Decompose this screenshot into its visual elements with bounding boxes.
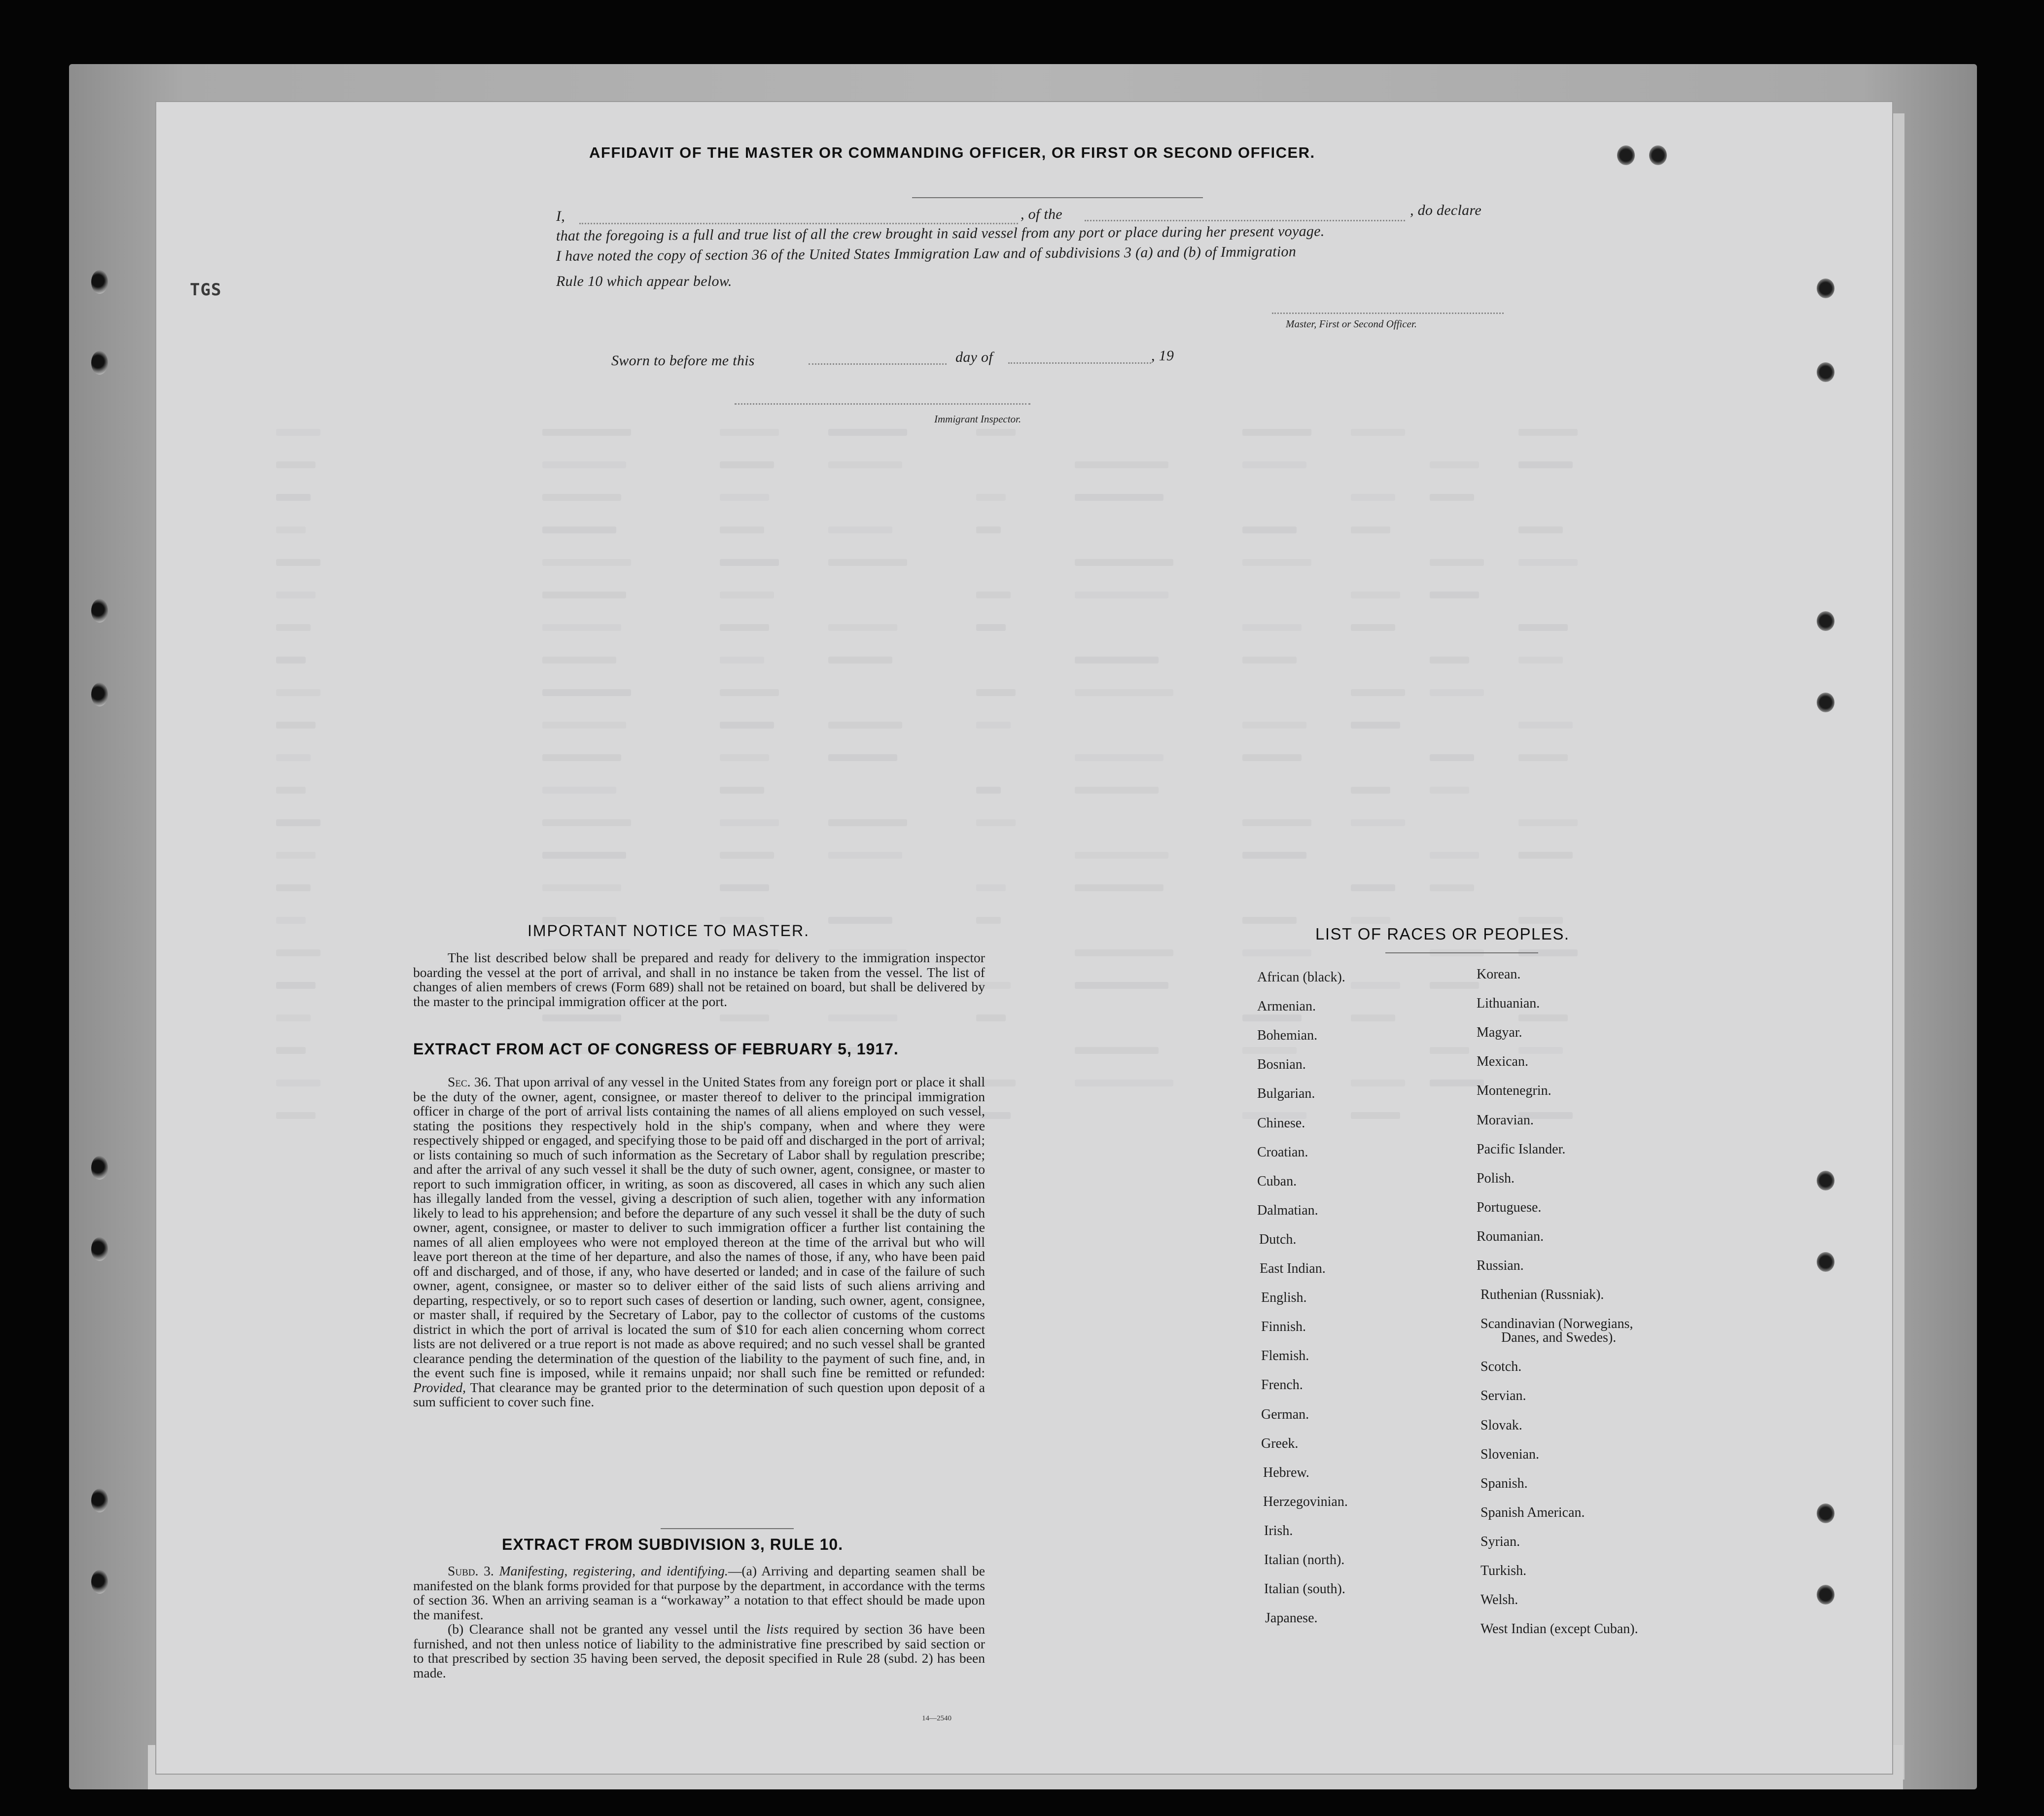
punch-hole xyxy=(1817,611,1834,631)
bleed-through-mark xyxy=(542,429,631,436)
bleed-through-mark xyxy=(1430,787,1469,794)
bleed-through-mark xyxy=(276,1047,306,1054)
year-text: , 19 xyxy=(1151,348,1174,364)
rule-extract-title: EXTRACT FROM SUBDIVISION 3, RULE 10. xyxy=(502,1536,844,1553)
race-item: Dutch. xyxy=(1259,1231,1297,1247)
bleed-through-mark xyxy=(276,429,320,436)
bleed-through-mark xyxy=(1518,852,1573,859)
race-item: Mexican. xyxy=(1477,1054,1528,1070)
bleed-through-row xyxy=(276,592,1755,604)
inspector-signature-label: Immigrant Inspector. xyxy=(934,413,1022,425)
race-item: Magyar. xyxy=(1477,1025,1522,1041)
race-item: Scandinavian (Norwegians, xyxy=(1480,1316,1633,1332)
punch-hole xyxy=(1817,362,1834,382)
bleed-through-mark xyxy=(1075,461,1168,468)
bleed-through-mark xyxy=(828,722,902,729)
bleed-through-mark xyxy=(1351,429,1405,436)
bleed-through-mark xyxy=(1242,526,1297,533)
name-field[interactable] xyxy=(579,223,1018,224)
bleed-through-mark xyxy=(720,884,769,891)
race-item: Finnish. xyxy=(1261,1319,1306,1335)
bleed-through-mark xyxy=(276,559,320,566)
race-item: Hebrew. xyxy=(1263,1465,1309,1480)
bleed-through-mark xyxy=(276,787,306,794)
bleed-through-row xyxy=(276,526,1755,539)
bleed-through-mark xyxy=(1242,461,1306,468)
bleed-through-mark xyxy=(1430,559,1484,566)
bleed-through-mark xyxy=(1430,1047,1469,1054)
bleed-through-mark xyxy=(1351,1112,1400,1119)
race-item: Turkish. xyxy=(1480,1563,1527,1578)
bleed-through-mark xyxy=(720,722,774,729)
race-item: Chinese. xyxy=(1257,1115,1305,1131)
bleed-through-mark xyxy=(276,852,316,859)
subdivision-label: Subd. 3. xyxy=(448,1563,494,1578)
bleed-through-mark xyxy=(828,559,907,566)
bleed-through-mark xyxy=(720,526,764,533)
bleed-through-mark xyxy=(828,526,892,533)
bleed-through-row xyxy=(276,722,1755,734)
bleed-through-mark xyxy=(828,657,892,664)
race-item: Greek. xyxy=(1261,1435,1299,1451)
master-signature-label: Master, First or Second Officer. xyxy=(1286,318,1417,330)
binder-hole xyxy=(91,1156,108,1180)
bleed-through-mark xyxy=(976,689,1016,696)
bleed-through-mark xyxy=(276,819,320,826)
race-item: Lithuanian. xyxy=(1477,996,1540,1012)
race-item: Roumanian. xyxy=(1477,1228,1544,1244)
bleed-through-mark xyxy=(976,787,1001,794)
bleed-through-mark xyxy=(976,819,1016,826)
bleed-through-mark xyxy=(1242,754,1302,761)
bleed-through-mark xyxy=(720,819,779,826)
bleed-through-mark xyxy=(1075,982,1168,989)
punch-hole xyxy=(1649,145,1667,165)
race-item: Bohemian. xyxy=(1257,1028,1318,1044)
binder-hole xyxy=(91,599,108,623)
act-extract-text xyxy=(413,1075,985,1409)
rule-para-a xyxy=(413,1564,985,1622)
race-item: Irish. xyxy=(1264,1523,1293,1538)
bleed-through-mark xyxy=(276,526,306,533)
punch-hole xyxy=(1817,279,1834,298)
races-title: LIST OF RACES OR PEOPLES. xyxy=(1315,925,1570,943)
bleed-through-mark xyxy=(976,884,1006,891)
race-item: French. xyxy=(1261,1377,1303,1393)
bleed-through-mark xyxy=(720,1014,769,1021)
binder-hole xyxy=(91,1570,108,1594)
bleed-through-row xyxy=(276,754,1755,767)
bleed-through-mark xyxy=(276,1112,316,1119)
bleed-through-mark xyxy=(542,657,616,664)
bleed-through-mark xyxy=(1351,592,1400,598)
rule-para-b xyxy=(413,1622,985,1680)
bleed-through-mark xyxy=(1518,1014,1568,1021)
bleed-through-mark xyxy=(542,722,626,729)
bleed-through-mark xyxy=(1075,559,1173,566)
punch-hole xyxy=(1817,693,1834,712)
race-item: German. xyxy=(1261,1406,1309,1422)
bleed-through-row xyxy=(276,884,1755,897)
races-underline xyxy=(1385,952,1538,953)
bleed-through-mark xyxy=(1430,1080,1484,1086)
bleed-through-mark xyxy=(276,689,320,696)
bleed-through-mark xyxy=(1518,754,1568,761)
race-item: Servian. xyxy=(1480,1388,1526,1404)
race-item: Italian (north). xyxy=(1264,1552,1345,1568)
bleed-through-mark xyxy=(720,559,779,566)
bleed-through-mark xyxy=(1518,526,1563,533)
bleed-through-mark xyxy=(1242,559,1311,566)
race-item: West Indian (except Cuban). xyxy=(1480,1621,1638,1637)
margin-mark: TGS xyxy=(190,280,222,300)
punch-hole xyxy=(1617,145,1635,165)
bleed-through-mark xyxy=(976,429,1016,436)
bleed-through-mark xyxy=(720,461,774,468)
bleed-through-mark xyxy=(1075,949,1173,956)
race-item: Spanish. xyxy=(1480,1475,1528,1491)
master-signature-field[interactable] xyxy=(1272,313,1504,314)
bleed-through-row xyxy=(276,657,1755,669)
race-item: Moravian. xyxy=(1477,1112,1534,1128)
bleed-through-mark xyxy=(1430,461,1479,468)
bleed-through-mark xyxy=(1518,429,1578,436)
bleed-through-mark xyxy=(1242,624,1302,631)
rule-b-lists: lists xyxy=(766,1621,788,1637)
bleed-through-mark xyxy=(1351,982,1400,989)
race-item: Ruthenian (Russniak). xyxy=(1480,1287,1604,1303)
bleed-through-mark xyxy=(1351,1014,1395,1021)
race-item: Cuban. xyxy=(1257,1173,1297,1189)
bleed-through-row xyxy=(276,852,1755,865)
bleed-through-mark xyxy=(976,526,1001,533)
binder-hole xyxy=(91,270,108,294)
bleed-through-mark xyxy=(1351,819,1405,826)
bleed-through-row xyxy=(276,624,1755,637)
sworn-month-field[interactable] xyxy=(1008,362,1151,364)
race-item: Russian. xyxy=(1477,1258,1524,1273)
bleed-through-mark xyxy=(828,754,897,761)
bleed-through-mark xyxy=(828,917,892,924)
bleed-through-mark xyxy=(828,624,897,631)
bleed-through-mark xyxy=(1242,852,1306,859)
bleed-through-mark xyxy=(1430,494,1474,501)
bleed-through-mark xyxy=(1351,689,1405,696)
race-item: Korean. xyxy=(1477,967,1521,982)
bleed-through-mark xyxy=(1351,1080,1405,1086)
subdivision-title: Manifesting, registering, and identifying. xyxy=(499,1563,728,1578)
bleed-through-mark xyxy=(276,949,320,956)
race-item: Welsh. xyxy=(1480,1592,1518,1608)
bleed-through-mark xyxy=(1075,494,1163,501)
binder-hole xyxy=(91,1489,108,1512)
bleed-through-mark xyxy=(720,689,779,696)
rule-a-body: —(a) Arriving and departing seamen shall be manifested on the blank forms provided for that purpose by the department, in accordance with the terms of section 36. When an arriving seaman is a “workaway” a notation to that effect should be made upon the manifest. xyxy=(413,1563,985,1622)
bleed-through-mark xyxy=(276,1014,311,1021)
affidavit-line2: that the foregoing is a full and true list of all the crew brought in said vessel from any port or place during her present voyage. xyxy=(556,223,1325,244)
bleed-through-row xyxy=(276,559,1755,572)
bleed-through-mark xyxy=(828,429,907,436)
bleed-through-mark xyxy=(276,1080,320,1086)
bleed-through-mark xyxy=(542,787,616,794)
bleed-through-row xyxy=(276,429,1755,442)
bleed-through-mark xyxy=(276,982,316,989)
bleed-through-row xyxy=(276,819,1755,832)
bleed-through-mark xyxy=(828,1014,897,1021)
section-label: Sec. 36. xyxy=(448,1074,492,1089)
binder-hole xyxy=(91,1237,108,1261)
punch-hole xyxy=(1817,1503,1834,1523)
bleed-through-mark xyxy=(1242,819,1311,826)
rule-b-post: required by section 36 have been furnished, and not then unless notice of liability to the administrative fine prescribed by said section or to that prescribed by section 35 having been served, the deposit specified in Rule 28 (subd. 2) has been made. xyxy=(413,1621,986,1680)
bleed-through-mark xyxy=(1518,722,1573,729)
bleed-through-mark xyxy=(542,592,626,598)
bleed-through-mark xyxy=(1430,592,1479,598)
affidavit-declare: , do declare xyxy=(1410,202,1481,218)
affidavit-title: AFFIDAVIT OF THE MASTER OR COMMANDING OFFICER, OR FIRST OR SECOND OFFICER. xyxy=(589,144,1315,161)
bleed-through-mark xyxy=(720,852,774,859)
bleed-through-row xyxy=(276,787,1755,800)
race-item: Italian (south). xyxy=(1264,1581,1345,1597)
bleed-through-mark xyxy=(976,722,1011,729)
bleed-through-mark xyxy=(542,819,631,826)
bleed-through-mark xyxy=(1075,1047,1159,1054)
notice-text xyxy=(413,950,985,1009)
bleed-through-mark xyxy=(276,884,311,891)
bleed-through-mark xyxy=(1351,494,1395,501)
bleed-through-mark xyxy=(276,657,306,664)
race-item: Danes, and Swedes). xyxy=(1501,1330,1617,1346)
bleed-through-mark xyxy=(542,494,621,501)
bleed-through-mark xyxy=(976,592,1011,598)
race-item: Armenian. xyxy=(1257,999,1316,1014)
bleed-through-mark xyxy=(1430,689,1484,696)
bleed-through-mark xyxy=(276,917,306,924)
bleed-through-mark xyxy=(1242,1014,1302,1021)
race-item: Spanish American. xyxy=(1480,1504,1585,1520)
race-item: Pacific Islander. xyxy=(1477,1141,1566,1157)
race-item: East Indian. xyxy=(1260,1261,1326,1276)
bleed-through-mark xyxy=(828,461,902,468)
bleed-through-mark xyxy=(542,689,631,696)
rule-b-pre: (b) Clearance shall not be granted any vessel until the xyxy=(448,1621,761,1637)
bleed-through-mark xyxy=(1351,526,1390,533)
bleed-through-mark xyxy=(1351,917,1390,924)
bleed-through-mark xyxy=(1518,819,1578,826)
act-body-end: That clearance may be granted prior to the determination of such question upon deposit of a sum sufficient to cover such fine. xyxy=(413,1379,985,1409)
affidavit-line4: Rule 10 which appear below. xyxy=(556,273,732,289)
bleed-through-mark xyxy=(1242,917,1297,924)
bleed-through-mark xyxy=(1075,1080,1173,1086)
form-number: 14—2540 xyxy=(922,1714,952,1722)
act-paragraph xyxy=(413,1075,985,1409)
bleed-through-mark xyxy=(1075,657,1159,664)
vessel-field[interactable] xyxy=(1085,220,1405,221)
sworn-day-field[interactable] xyxy=(809,363,947,365)
bleed-through-mark xyxy=(542,559,631,566)
bleed-through-mark xyxy=(276,494,311,501)
bleed-through-mark xyxy=(828,852,902,859)
bleed-through-mark xyxy=(976,1014,1006,1021)
bleed-through-mark xyxy=(1518,624,1568,631)
bleed-through-mark xyxy=(1351,624,1395,631)
bleed-through-mark xyxy=(1430,657,1469,664)
bleed-through-mark xyxy=(1518,657,1563,664)
sworn-text: Sworn to before me this xyxy=(611,352,755,369)
binder-hole xyxy=(91,683,108,706)
bleed-through-row xyxy=(276,461,1755,474)
race-item: Herzegovinian. xyxy=(1263,1494,1348,1509)
bleed-through-mark xyxy=(1075,884,1163,891)
notice-paragraph: The list described below shall be prepared and ready for delivery to the immigration inspector boarding the vessel at the port of arrival, and shall in no instance be taken from the vessel. The list of changes of alien members of crews (Form 689) shall not be retained on board, but shall be delivered by the master to the principal immigration officer at the port. xyxy=(413,950,985,1009)
race-item: Croatian. xyxy=(1257,1144,1308,1160)
bleed-through-mark xyxy=(1242,949,1311,956)
race-item: Bosnian. xyxy=(1257,1057,1306,1073)
rule-extract-text xyxy=(413,1564,985,1680)
bleed-through-mark xyxy=(720,624,769,631)
bleed-through-mark xyxy=(276,461,316,468)
bleed-through-mark xyxy=(1075,592,1168,598)
bleed-through-mark xyxy=(720,657,764,664)
act-divider xyxy=(661,1528,794,1529)
bleed-through-mark xyxy=(720,494,769,501)
bleed-through-mark xyxy=(1075,852,1168,859)
bleed-through-mark xyxy=(542,624,621,631)
bleed-through-row xyxy=(276,689,1755,702)
bleed-through-mark xyxy=(1075,689,1173,696)
bleed-through-mark xyxy=(1518,917,1563,924)
punch-hole xyxy=(1817,1585,1834,1605)
bleed-through-mark xyxy=(1242,429,1311,436)
bleed-through-mark xyxy=(1351,787,1390,794)
race-item: Dalmatian. xyxy=(1257,1202,1318,1218)
bleed-through-mark xyxy=(276,592,316,598)
affidavit-i: I, xyxy=(556,208,565,224)
race-item: African (black). xyxy=(1257,970,1345,985)
affidavit-of-the: , of the xyxy=(1021,206,1062,222)
bleed-through-mark xyxy=(1075,754,1163,761)
provided-label: Provided, xyxy=(413,1379,466,1395)
bleed-through-mark xyxy=(1242,722,1306,729)
bleed-through-mark xyxy=(542,461,626,468)
bleed-through-mark xyxy=(976,494,1006,501)
race-item: Portuguese. xyxy=(1477,1199,1542,1215)
bleed-through-mark xyxy=(1075,787,1159,794)
bleed-through-row xyxy=(276,1014,1755,1027)
bleed-through-row xyxy=(276,494,1755,507)
race-item: Scotch. xyxy=(1480,1359,1522,1375)
bleed-through-mark xyxy=(1430,884,1474,891)
binder-hole xyxy=(91,351,108,375)
bleed-through-mark xyxy=(542,884,621,891)
punch-hole xyxy=(1817,1171,1834,1190)
act-body: That upon arrival of any vessel in the United States from any foreign port or place it shall be the duty of the owner, agent, consignee, or master thereof to deliver to the principal immigration officer in charge of the port of arrival lists containing the names of all aliens employed on such vessel, stating the positions they respectively hold in the ship's company, when and where they were respectively shipped or engaged, and specifying those to be paid off and discharged in the port of arrival; or lists containing so much of such information as the Secretary of Labor shall by regulation prescribe; and after the arrival of any such vessel it shall be the duty of such owner, agent, consignee, or master to report to such immigration officer, in writing, as soon as discovered, all cases in which any such alien has illegally landed from the vessel, giving a description of such alien, together with any information likely to lead to his apprehension; and before the departure of any such vessel it shall be the duty of such owner, agent, consignee, or master to deliver to such immigration officer a further list containing the names of all alien employees who were not employed thereon at the time of the arrival but who will leave port thereon at the time of her departure, and also the names of those, if any, who have been paid off and discharged, and of those, if any, who have deserted or landed; and in case of the failure of such owner, agent, consignee, or master so to deliver either of the said lists of such aliens arriving and departing, respectively, or so to report such cases of desertion or landing, such owner, agent, consignee, or master shall, if required by the Secretary of Labor, pay to the collector of customs of the customs district in which the port of arrival is located the sum of $10 for each alien concerning whom correct lists are not delivered or a true report is not made as above required; and no such vessel shall be granted clearance pending the determination of the question of the liability to the payment of such fine, and, in the event such fine is imposed, while it remains unpaid; nor shall such fine be remitted or refunded: xyxy=(413,1074,986,1380)
affidavit-line3: I have noted the copy of section 36 of the United States Immigration Law and of subdivisions 3 (a) and (b) of Immigration xyxy=(556,243,1297,264)
race-item: Slovak. xyxy=(1480,1417,1522,1433)
bleed-through-mark xyxy=(276,624,311,631)
bleed-through-mark xyxy=(720,754,769,761)
bleed-through-mark xyxy=(542,754,621,761)
bleed-through-mark xyxy=(720,787,764,794)
act-extract-title: EXTRACT FROM ACT OF CONGRESS OF FEBRUARY 5, 1917. xyxy=(413,1040,899,1058)
race-item: Slovenian. xyxy=(1480,1446,1539,1462)
race-item: Japanese. xyxy=(1265,1610,1318,1626)
bleed-through-mark xyxy=(542,526,616,533)
bleed-through-mark xyxy=(1351,884,1395,891)
title-underline xyxy=(912,197,1203,198)
bleed-through-mark xyxy=(1430,982,1479,989)
punch-hole xyxy=(1817,1252,1834,1272)
race-item: Syrian. xyxy=(1480,1534,1520,1549)
race-item: Montenegrin. xyxy=(1477,1083,1551,1099)
race-item: Bulgarian. xyxy=(1257,1086,1315,1102)
bleed-through-mark xyxy=(276,754,311,761)
bleed-through-mark xyxy=(1351,722,1400,729)
bleed-through-mark xyxy=(828,819,907,826)
inspector-signature-field[interactable] xyxy=(735,403,1030,405)
bleed-through-mark xyxy=(1518,461,1573,468)
bleed-through-mark xyxy=(1518,559,1578,566)
bleed-through-mark xyxy=(276,722,316,729)
race-item: English. xyxy=(1261,1290,1307,1306)
notice-title: IMPORTANT NOTICE TO MASTER. xyxy=(528,922,810,940)
bleed-through-mark xyxy=(1430,754,1474,761)
bleed-through-mark xyxy=(542,1014,621,1021)
bleed-through-mark xyxy=(1242,657,1297,664)
bleed-through-mark xyxy=(976,624,1006,631)
bleed-through-mark xyxy=(1518,1047,1563,1054)
bleed-through-mark xyxy=(1242,1047,1297,1054)
bleed-through-mark xyxy=(720,592,774,598)
bleed-through-mark xyxy=(720,429,779,436)
bleed-through-mark xyxy=(976,917,1001,924)
day-of-text: day of xyxy=(955,349,993,365)
bleed-through-mark xyxy=(542,852,626,859)
race-item: Polish. xyxy=(1477,1170,1515,1186)
race-item: Flemish. xyxy=(1261,1348,1309,1364)
bleed-through-mark xyxy=(1430,852,1479,859)
